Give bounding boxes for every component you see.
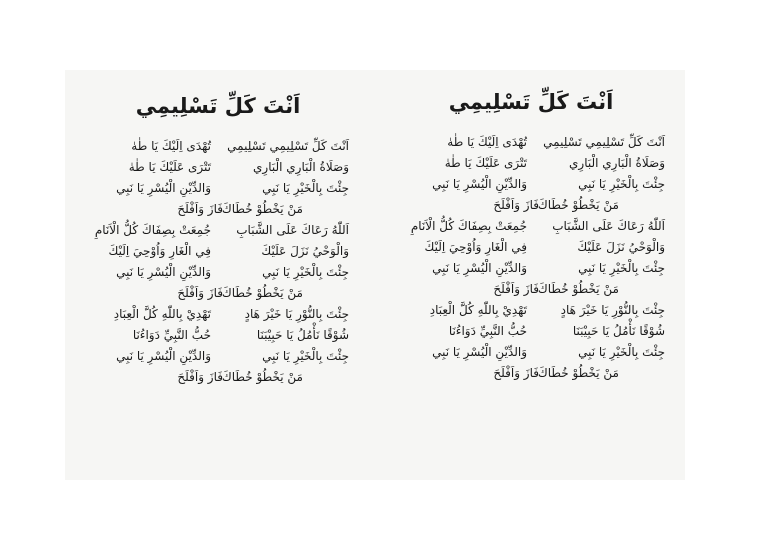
verse-second-half: فَازَ وَاَفْلَحَ xyxy=(493,282,539,296)
verse-first-half: مَنْ يَخْطُوْ خُطَاكَ xyxy=(537,282,619,296)
verse-first-half: اَنْتَ كَلِّ تَسْلِيمِي تَسْلِيمِي xyxy=(227,139,349,153)
verse-first-half: جِئْتَ بِالْخَيْرِ يَا نَبِي xyxy=(578,261,665,275)
verse-second-half: فِي الْغَارِ وَاُوْحِيَ اِلَيْكَ xyxy=(424,240,527,254)
verse-line xyxy=(383,258,679,279)
verse-list xyxy=(383,132,679,384)
verse-first-half: وَصَلَاةُ الْبَارِي الْبَارِي xyxy=(569,156,665,170)
verse-second-half: فَازَ وَاَفْلَحَ xyxy=(177,370,223,384)
verse-second-half: فَازَ وَاَفْلَحَ xyxy=(177,286,223,300)
verse-second-half: وَالدِّيْنِ الْيُسْرِ يَا نَبِي xyxy=(432,261,527,275)
poem-title: اَنْتَ كَلِّ تَسْلِيمِي xyxy=(135,94,301,118)
verse-second-half: حُبُّ النَّبِيِّ دَوَاءُنَا xyxy=(132,328,211,342)
verse-first-half: مَنْ يَخْطُوْ خُطَاكَ xyxy=(537,198,619,212)
verse-second-half: تَهْدِيْ بِاللّٰهِ كُلَّ الْعِبَادِ xyxy=(429,303,527,317)
verse-line xyxy=(383,342,679,363)
verse-line xyxy=(383,174,679,195)
verse-first-half: مَنْ يَخْطُوْ خُطَاكَ xyxy=(221,286,303,300)
verse-line xyxy=(383,132,679,153)
verse-first-half: شُوْقًا نَأْمُلُ يَا حَبِيْبَنَا xyxy=(572,324,665,338)
verse-first-half: جِئْتَ بِالْخَيْرِ يَا نَبِي xyxy=(578,177,665,191)
refrain-line xyxy=(383,279,679,300)
verse-line xyxy=(73,346,363,367)
verse-line xyxy=(383,321,679,342)
refrain-line xyxy=(73,283,363,304)
verse-line xyxy=(73,304,363,325)
verse-second-half: حُبُّ النَّبِيِّ دَوَاءُنَا xyxy=(448,324,527,338)
refrain-line xyxy=(383,363,679,384)
poem-page-right xyxy=(383,70,679,480)
verse-line xyxy=(73,325,363,346)
verse-line xyxy=(73,178,363,199)
refrain-line xyxy=(73,199,363,220)
verse-second-half: فَازَ وَاَفْلَحَ xyxy=(493,198,539,212)
verse-line xyxy=(383,237,679,258)
verse-second-half: تَهْدِيْ بِاللّٰهِ كُلَّ الْعِبَادِ xyxy=(113,307,211,321)
verse-second-half: وَالدِّيْنِ الْيُسْرِ يَا نَبِي xyxy=(116,265,211,279)
verse-second-half: تَتْرَى عَلَيْكَ يَا طٰهٰ xyxy=(444,156,527,170)
verse-first-half: جِئْتَ بِالْخَيْرِ يَا نَبِي xyxy=(262,265,349,279)
verse-second-half: وَالدِّيْنِ الْيُسْرِ يَا نَبِي xyxy=(116,181,211,195)
poem-title: اَنْتَ كَلِّ تَسْلِيمِي xyxy=(448,90,614,114)
verse-second-half: فِي الْغَارِ وَاُوْحِيَ اِلَيْكَ xyxy=(108,244,211,258)
poem-page-left xyxy=(73,70,363,480)
verse-first-half: جِئْتَ بِالنُّوْرِ يَا خَيْرَ هَادٍ xyxy=(560,303,665,317)
verse-first-half: مَنْ يَخْطُوْ خُطَاكَ xyxy=(537,366,619,380)
verse-first-half: اَللّٰهُ رَعَاكَ عَلَى الشَّبَابِ xyxy=(552,219,665,233)
verse-second-half: فَازَ وَاَفْلَحَ xyxy=(493,366,539,380)
verse-second-half: تَتْرَى عَلَيْكَ يَا طٰهٰ xyxy=(128,160,211,174)
verse-first-half: جِئْتَ بِالنُّوْرِ يَا خَيْرَ هَادٍ xyxy=(244,307,349,321)
scanned-document xyxy=(65,70,685,480)
verse-line xyxy=(73,262,363,283)
verse-second-half: جُمِعَتْ بِصِفَاكَ كُلُّ الْاَنَامِ xyxy=(410,219,527,233)
verse-second-half: جُمِعَتْ بِصِفَاكَ كُلُّ الْاَنَامِ xyxy=(94,223,211,237)
verse-line xyxy=(73,220,363,241)
refrain-line xyxy=(383,195,679,216)
verse-first-half: وَالْوَحْيُ نَزَلَ عَلَيْكَ xyxy=(261,244,349,258)
verse-line xyxy=(383,216,679,237)
verse-first-half: مَنْ يَخْطُوْ خُطَاكَ xyxy=(221,202,303,216)
verse-line xyxy=(383,153,679,174)
verse-line xyxy=(73,241,363,262)
verse-second-half: وَالدِّيْنِ الْيُسْرِ يَا نَبِي xyxy=(432,177,527,191)
verse-first-half: مَنْ يَخْطُوْ خُطَاكَ xyxy=(221,370,303,384)
verse-list xyxy=(73,136,363,388)
refrain-line xyxy=(73,367,363,388)
verse-first-half: جِئْتَ بِالْخَيْرِ يَا نَبِي xyxy=(578,345,665,359)
verse-second-half: تُهْدَى اِلَيْكَ يَا طٰهٰ xyxy=(131,139,211,153)
verse-second-half: وَالدِّيْنِ الْيُسْرِ يَا نَبِي xyxy=(116,349,211,363)
verse-first-half: جِئْتَ بِالْخَيْرِ يَا نَبِي xyxy=(262,349,349,363)
verse-line xyxy=(383,300,679,321)
verse-first-half: اَللّٰهُ رَعَاكَ عَلَى الشَّبَابِ xyxy=(236,223,349,237)
verse-first-half: وَالْوَحْيُ نَزَلَ عَلَيْكَ xyxy=(577,240,665,254)
verse-first-half: شُوْقًا نَأْمُلُ يَا حَبِيْبَنَا xyxy=(256,328,349,342)
verse-first-half: جِئْتَ بِالْخَيْرِ يَا نَبِي xyxy=(262,181,349,195)
verse-first-half: وَصَلَاةُ الْبَارِي الْبَارِي xyxy=(253,160,349,174)
verse-line xyxy=(73,157,363,178)
verse-second-half: تُهْدَى اِلَيْكَ يَا طٰهٰ xyxy=(447,135,527,149)
verse-second-half: فَازَ وَاَفْلَحَ xyxy=(177,202,223,216)
verse-line xyxy=(73,136,363,157)
verse-first-half: اَنْتَ كَلِّ تَسْلِيمِي تَسْلِيمِي xyxy=(543,135,665,149)
verse-second-half: وَالدِّيْنِ الْيُسْرِ يَا نَبِي xyxy=(432,345,527,359)
